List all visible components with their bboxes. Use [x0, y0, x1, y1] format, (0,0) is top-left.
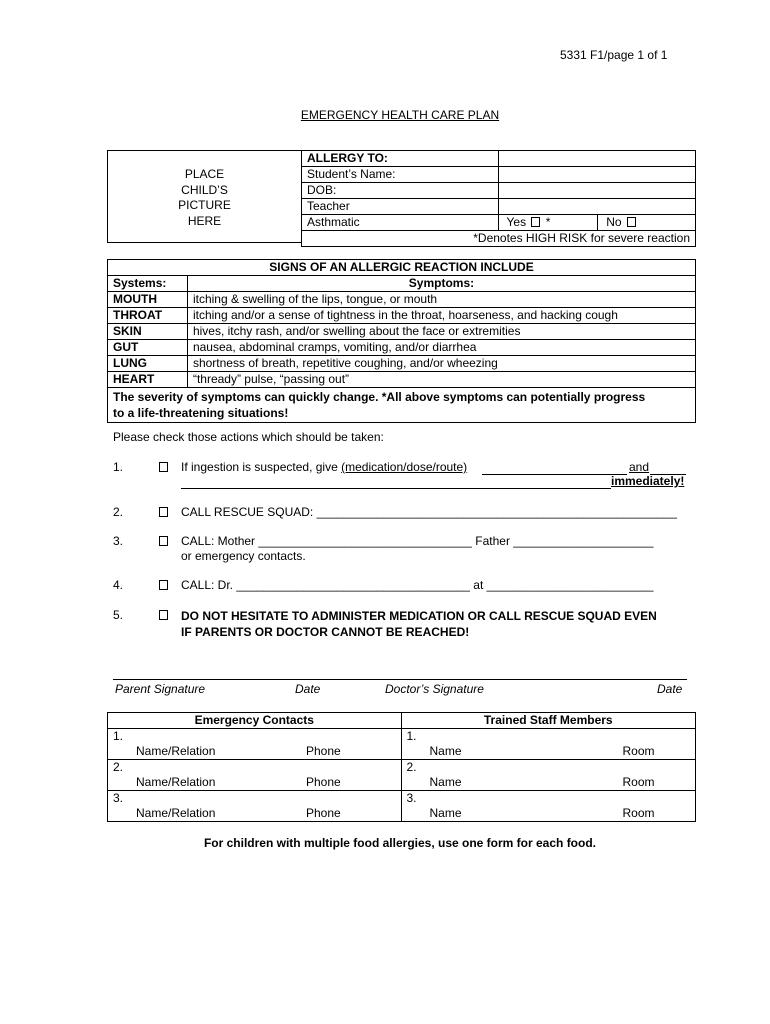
emergency-contact-3[interactable]: 3. Name/Relation Phone — [108, 791, 402, 822]
system-cell: LUNG — [108, 356, 188, 372]
symptoms-header: Symptoms: — [187, 276, 695, 292]
photo-line: CHILD’S — [181, 182, 228, 197]
symptom-cell: shortness of breath, repetitive coughing, and/or wheezing — [187, 356, 695, 372]
teacher-label: Teacher — [302, 199, 499, 215]
action-1-blank[interactable] — [482, 474, 627, 475]
system-cell: SKIN — [108, 324, 188, 340]
emergency-contact-2[interactable]: 2. Name/Relation Phone — [108, 760, 402, 791]
action-3-subtext: or emergency contacts. — [181, 549, 306, 563]
symptom-cell: nausea, abdominal cramps, vomiting, and/or diarrhea — [187, 340, 695, 356]
footer-note: For children with multiple food allergies, use one form for each food. — [203, 836, 597, 850]
staff-member-3[interactable]: 3. Name Room — [401, 791, 696, 822]
action-4-number: 4. — [113, 578, 124, 592]
action-1-immediately: immediately! — [611, 474, 685, 488]
system-cell: THROAT — [108, 308, 188, 324]
action-5-text: DO NOT HESITATE TO ADMINISTER MEDICATION OR CALL RESCUE SQUAD EVEN IF PARENTS OR DOCTOR CANNOT BE REACHED! — [181, 609, 657, 639]
date-label: Date — [295, 682, 321, 696]
action-1-blank-2[interactable] — [181, 488, 611, 489]
emergency-contact-1[interactable]: 1. Name/Relation Phone — [108, 729, 402, 760]
system-cell: GUT — [108, 340, 188, 356]
page-title: EMERGENCY HEALTH CARE PLAN — [300, 108, 500, 122]
action-1-and: and — [629, 460, 650, 474]
action-2-checkbox[interactable] — [159, 507, 168, 517]
doctor-signature-label: Doctor’s Signature — [385, 682, 484, 696]
signs-table — [107, 259, 696, 423]
actions-intro: Please check those actions which should be taken: — [113, 430, 384, 444]
student-name-label: Student’s Name: — [302, 167, 499, 183]
action-3-number: 3. — [113, 534, 124, 548]
emergency-contacts-header: Emergency Contacts — [108, 713, 402, 729]
symptom-cell: itching & swelling of the lips, tongue, or mouth — [187, 292, 695, 308]
systems-header: Systems: — [108, 276, 188, 292]
action-2-number: 2. — [113, 505, 124, 519]
action-1-text: If ingestion is suspected, give (medication/dose/route) — [181, 460, 468, 474]
dob-label: DOB: — [302, 183, 499, 199]
action-5-checkbox[interactable] — [159, 610, 168, 620]
photo-line: HERE — [187, 213, 222, 228]
allergy-to-field[interactable] — [498, 151, 696, 167]
symptom-cell: “thready” pulse, “passing out” — [187, 372, 695, 388]
severity-warning: The severity of symptoms can quickly change. *All above symptoms can potentially progress to a life-threatening situations! — [108, 388, 696, 423]
student-name-field[interactable] — [498, 167, 696, 183]
teacher-field[interactable] — [498, 199, 696, 215]
high-risk-note: *Denotes HIGH RISK for severe reaction — [302, 231, 696, 247]
action-1-checkbox[interactable] — [159, 462, 168, 472]
action-2-text: CALL RESCUE SQUAD: ______________________________________________________ — [181, 505, 677, 519]
photo-line: PLACE — [184, 167, 225, 181]
parent-signature-label: Parent Signature — [115, 682, 206, 696]
action-1-number: 1. — [113, 460, 124, 474]
asthmatic-yes[interactable]: Yes * — [498, 215, 598, 231]
action-4-text: CALL: Dr. ___________________________________ at _________________________ — [181, 578, 654, 592]
trained-staff-header: Trained Staff Members — [401, 713, 696, 729]
yes-checkbox[interactable] — [531, 217, 540, 227]
date-label: Date — [657, 682, 683, 696]
action-4-checkbox[interactable] — [159, 580, 168, 590]
action-5-number: 5. — [113, 608, 124, 622]
contacts-table — [107, 712, 696, 822]
system-cell: HEART — [108, 372, 188, 388]
asthmatic-label: Asthmatic — [302, 215, 499, 231]
allergy-to-label: ALLERGY TO: — [302, 151, 499, 167]
signs-title: SIGNS OF AN ALLERGIC REACTION INCLUDE — [108, 260, 696, 276]
photo-box — [107, 150, 302, 243]
photo-line: PICTURE — [178, 198, 231, 212]
symptom-cell: itching and/or a sense of tightness in the throat, hoarseness, and hacking cough — [187, 308, 695, 324]
staff-member-2[interactable]: 2. Name Room — [401, 760, 696, 791]
form-id: 5331 F1/page 1 of 1 — [560, 48, 668, 62]
staff-member-1[interactable]: 1. Name Room — [401, 729, 696, 760]
action-3-text: CALL: Mother ________________________________ Father _____________________ — [181, 534, 654, 548]
signature-line[interactable] — [113, 679, 687, 680]
system-cell: MOUTH — [108, 292, 188, 308]
action-3-checkbox[interactable] — [159, 536, 168, 546]
asthmatic-no[interactable]: No — [598, 215, 696, 231]
symptom-cell: hives, itchy rash, and/or swelling about the face or extremities — [187, 324, 695, 340]
no-checkbox[interactable] — [627, 217, 636, 227]
dob-field[interactable] — [498, 183, 696, 199]
student-info-table — [301, 150, 696, 247]
